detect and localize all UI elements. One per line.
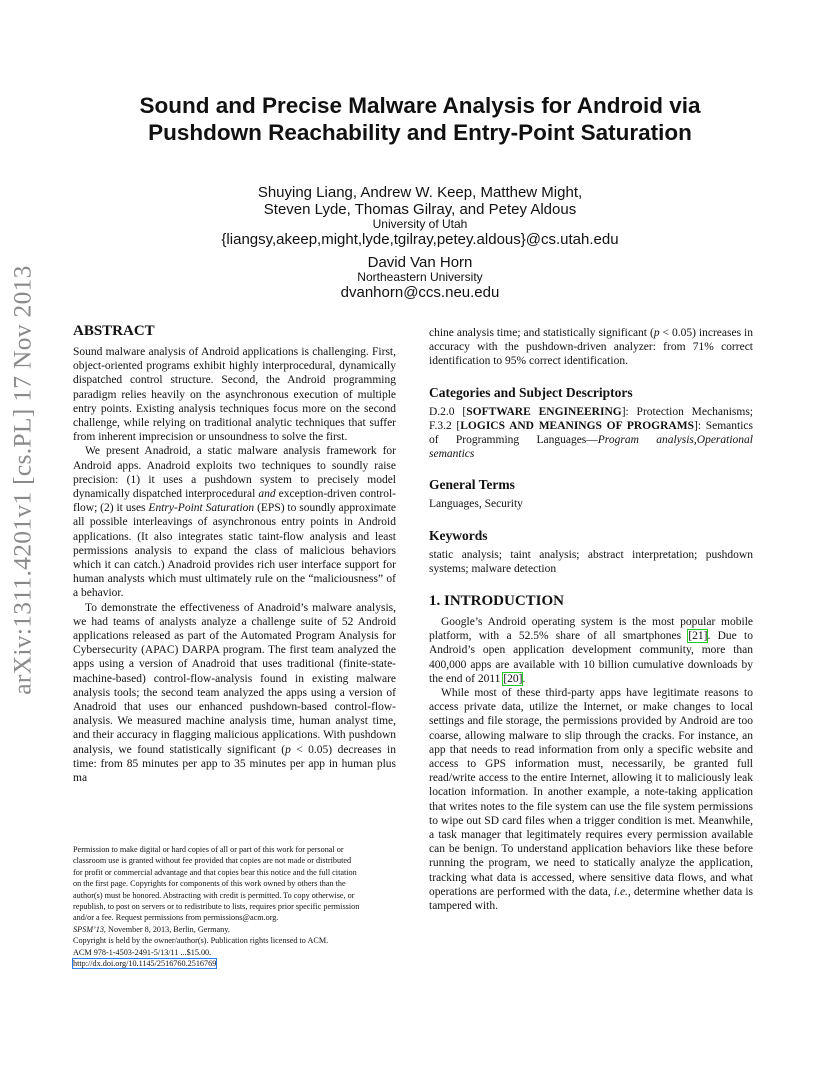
- isbn-line: ACM 978-1-4503-2491-5/13/11 ...$15.00.: [73, 947, 212, 957]
- general-terms-text: Languages, Security: [429, 498, 523, 511]
- paper-title: [80, 92, 760, 146]
- abstract-paragraph-2: We present Anadroid, a static malware analysis framework for Android apps. Anadroid exploits two techniques to soundly raise precision: (1) it uses a pushdown system to precisely model dynamically dispatched interprocedural and exception-driven control-flow; (2) it uses Entry-Point Saturation (EPS) to soundly approximate all possible interleavings of asynchronous entry points in Android applications. (It also integrates static taint-flow analysis and least permissions analysis to expand the class of malicious behaviors which it can catch.) Anadroid provides rich user interface support for human analysts which must ultimately rule on the “maliciousness” of a behavior.: [73, 445, 397, 600]
- abstract-paragraph-1: Sound malware analysis of Android applications is challenging. First, object-oriented programs exhibit highly interprocedural, dynamically dispatched control structure. Second, the Android programming paradigm relies heavily on the asynchronous execution of multiple entry points. Existing analysis techniques focus more on the second challenge, while relying on traditional analytic techniques that suffer from inherent imprecision or unsoundness to solve the first.: [73, 346, 396, 444]
- abstract-paragraph-3: To demonstrate the effectiveness of Anadroid’s malware analysis, we had teams of analysts analyze a challenge suite of 52 Android applications released as part of the Automated Program Analysis for Cybersecurity (APAC) DARPA program. The first team analyzed the apps using a version of Anadroid that uses traditional (finite-state-machine-based) control-flow-analysis found in existing malware analysis tools; the second team analyzed the apps using a version of Anadroid that uses our enhanced pushdown-based control-flow-analysis. We measured machine analysis time, human analyst time, and their accuracy in flagging malicious applications. With pushdown analysis, we found statistically significant (p < 0.05) decreases in time: from 85 minutes per app to 35 minutes per app in human plus ma: [73, 601, 396, 785]
- right-column: [429, 326, 753, 913]
- email-utah: {liangsy,akeep,might,lyde,tgilray,petey.aldous}@cs.utah.edu: [221, 231, 619, 248]
- arxiv-stamp: [1, 266, 45, 694]
- copyright-line: Copyright is held by the owner/author(s). Publication rights licensed to ACM.: [73, 936, 329, 946]
- categories-heading: Categories and Subject Descriptors: [429, 384, 633, 400]
- affiliation-utah: University of Utah: [372, 217, 468, 231]
- general-terms-heading: General Terms: [429, 477, 515, 493]
- venue-line: SPSM’13, November 8, 2013, Berlin, Germany.: [73, 924, 230, 934]
- author-names-line-2: Steven Lyde, Thomas Gilray, and Petey Aldous: [263, 201, 577, 218]
- title-line-1: Sound and Precise Malware Analysis for Android via: [139, 93, 701, 118]
- keywords-text: static analysis; taint analysis; abstract interpretation; pushdown systems; malware detection: [429, 548, 753, 575]
- intro-paragraph-2: While most of these third-party apps have legitimate reasons to access private data, utilize the Internet, or make changes to local settings and file storage, the permissions provided by Android are too coarse, allowing malware to slip through the cracks. For instance, an app that needs to read information from only a specific website and access to GPS information must, necessarily, be granted full read/write access to the entire Internet, allowing it to maliciously leak location information. In another example, a note-taking application that writes notes to the file system can use the file system permissions to wipe out SD card files when a trigger condition is met. Meanwhile, a task manager that legitimately requires every permission available can be benign. To understand application behaviors like these before running the program, we need to statically analyze the application, tracking what data is accessed, where sensitive data flows, and what operations are performed with the data, i.e., determine whether data is tampered with.: [429, 687, 753, 913]
- title-line-2: Pushdown Reachability and Entry-Point Saturation: [148, 120, 692, 145]
- author-names-line-1: Shuying Liang, Andrew W. Keep, Matthew Might,: [257, 184, 583, 201]
- email-northeastern: dvanhorn@ccs.neu.edu: [340, 284, 500, 301]
- arxiv-stamp-text: arXiv:1311.4201v1 [cs.PL] 17 Nov 2013: [8, 265, 38, 695]
- left-column: [73, 322, 396, 785]
- categories-text: D.2.0 [SOFTWARE ENGINEERING]: Protection Mechanisms; F.3.2 [LOGICS AND MEANINGS OF PROGRAMS]: Semantics of Programming Languages—Program analysis,Operational semantics: [429, 405, 753, 461]
- permission-footnote: Permission to make digital or hard copies of all or part of this work for personal or classroom use is granted without fee provided that copies are not made or distributed for profit or commercial advantage and that copies bear this notice and the full citation on the first page. Copyrights for components of this work owned by others than the author(s) must be honored. Abstracting with credit is permitted. To copy otherwise, or republish, to post on servers or to redistribute to lists, requires prior specific permission and/or a fee. Request permissions from permissions@acm.org. SPSM’13, November 8, 2013, Berlin, Germany. Copyright is held by the owner/author(s). Publication rights licensed to ACM. ACM 978-1-4503-2491-5/13/11 ...$15.00. http://dx.doi.org/10.1145/2516760.2516769: [73, 844, 401, 969]
- doi-link[interactable]: http://dx.doi.org/10.1145/2516760.2516769: [73, 959, 217, 969]
- citation-20[interactable]: [20]: [503, 672, 523, 685]
- author-van-horn: David Van Horn: [367, 254, 473, 271]
- intro-paragraph-1: Google’s Android operating system is the most popular mobile platform, with a 52.5% share of all smartphones [21]. Due to Android’s open application development community, more than 400,000 apps are available with 10 billion cumulative downloads by the end of 2011 [20].: [429, 616, 753, 685]
- abstract-heading: ABSTRACT: [73, 323, 155, 339]
- author-block: [80, 184, 760, 302]
- abstract-continuation: chine analysis time; and statistically significant (p < 0.05) increases in accuracy with the pushdown-driven analyzer: from 71% correct identification to 95% correct identification.: [429, 327, 753, 368]
- affiliation-northeastern: Northeastern University: [357, 270, 483, 284]
- introduction-heading: 1. INTRODUCTION: [429, 593, 565, 610]
- keywords-heading: Keywords: [429, 527, 488, 543]
- citation-21[interactable]: [21]: [688, 630, 708, 643]
